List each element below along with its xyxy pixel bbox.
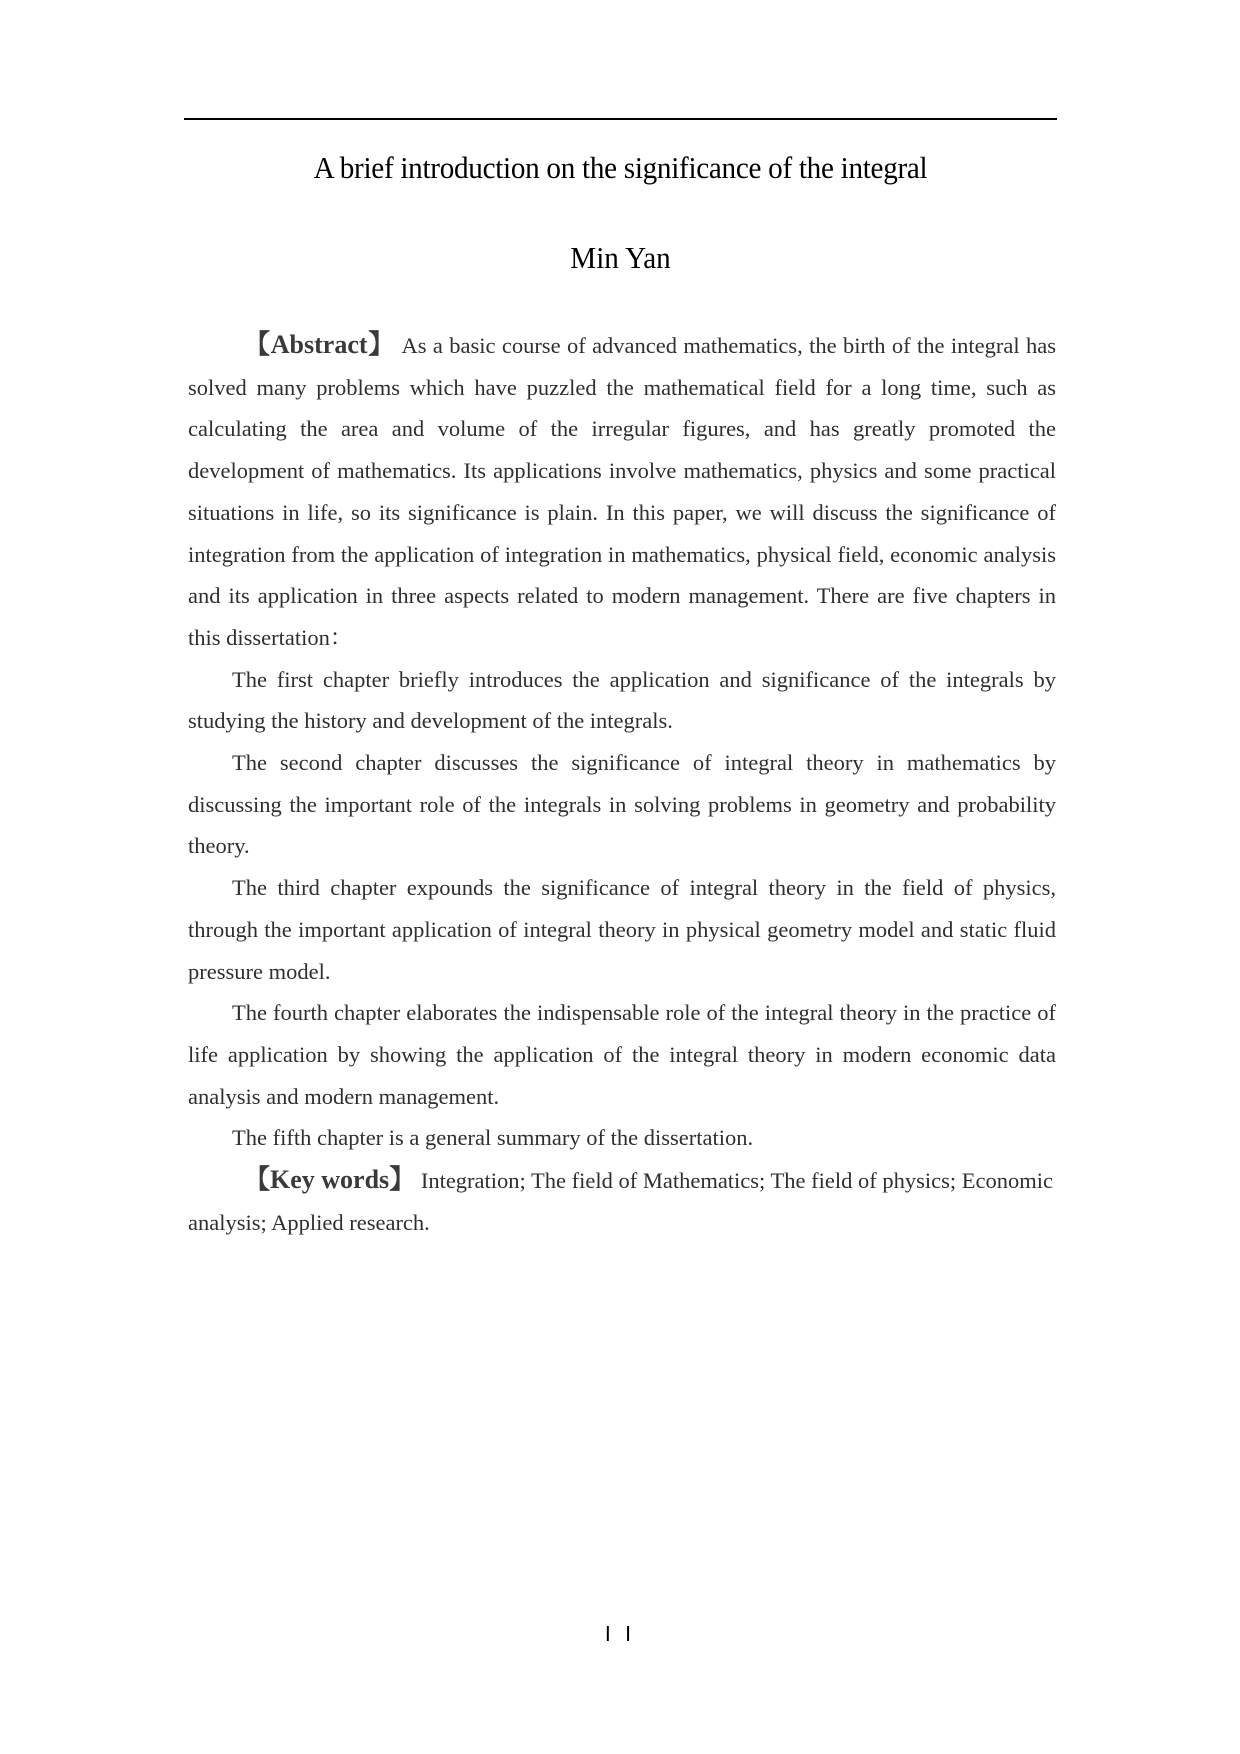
paper-title: A brief introduction on the significance of the integral xyxy=(313,150,928,185)
abstract-paragraph xyxy=(188,324,1056,659)
abstract-open-bracket: 【 xyxy=(244,330,271,359)
keywords-text: Integration; The field of Mathematics; The field of physics; Economic analysis; Applied research. xyxy=(188,1168,1053,1235)
keywords-paragraph xyxy=(188,1159,1056,1243)
keywords-label: Key words xyxy=(270,1165,390,1195)
header-rule xyxy=(184,118,1057,120)
abstract-body xyxy=(188,324,1056,1243)
page-number: I I xyxy=(604,1622,636,1646)
abstract-label: Abstract xyxy=(270,330,368,359)
chapter-paragraph-4: The fourth chapter elaborates the indispensable role of the integral theory in the practice of life application by showing the application of the integral theory in modern economic data analysis and modern management. xyxy=(188,1000,1056,1109)
abstract-text: As a basic course of advanced mathematics, the birth of the integral has solved many problems which have puzzled the mathematical field for a long time, such as calculating the area and volume of the irregular figures, and has greatly promoted the development of mathematics. Its applications involve mathematics, physics and some practical situations in life, so its significance is plain. In this paper, we will discuss the significance of integration from the application of integration in mathematics, physical field, economic analysis and its application in three aspects related to modern management. There are five chapters in this dissertation： xyxy=(188,333,1056,650)
chapter-paragraph-2: The second chapter discusses the significance of integral theory in mathematics by discussing the important role of the integrals in solving problems in geometry and probability theory. xyxy=(188,750,1056,859)
author-name: Min Yan xyxy=(570,240,671,275)
chapter-paragraph-1: The first chapter briefly introduces the application and significance of the integrals by studying the history and development of the integrals. xyxy=(188,666,1056,734)
keywords-close-bracket: 】 xyxy=(389,1165,416,1195)
chapter-paragraph-5: The fifth chapter is a general summary of the dissertation. xyxy=(232,1125,754,1151)
chapter-paragraph-3: The third chapter expounds the significance of integral theory in the field of physics, through the important application of integral theory in physical geometry model and static fluid pressure model. xyxy=(188,875,1056,984)
keywords-open-bracket: 【 xyxy=(244,1165,271,1195)
abstract-close-bracket: 】 xyxy=(367,330,396,359)
